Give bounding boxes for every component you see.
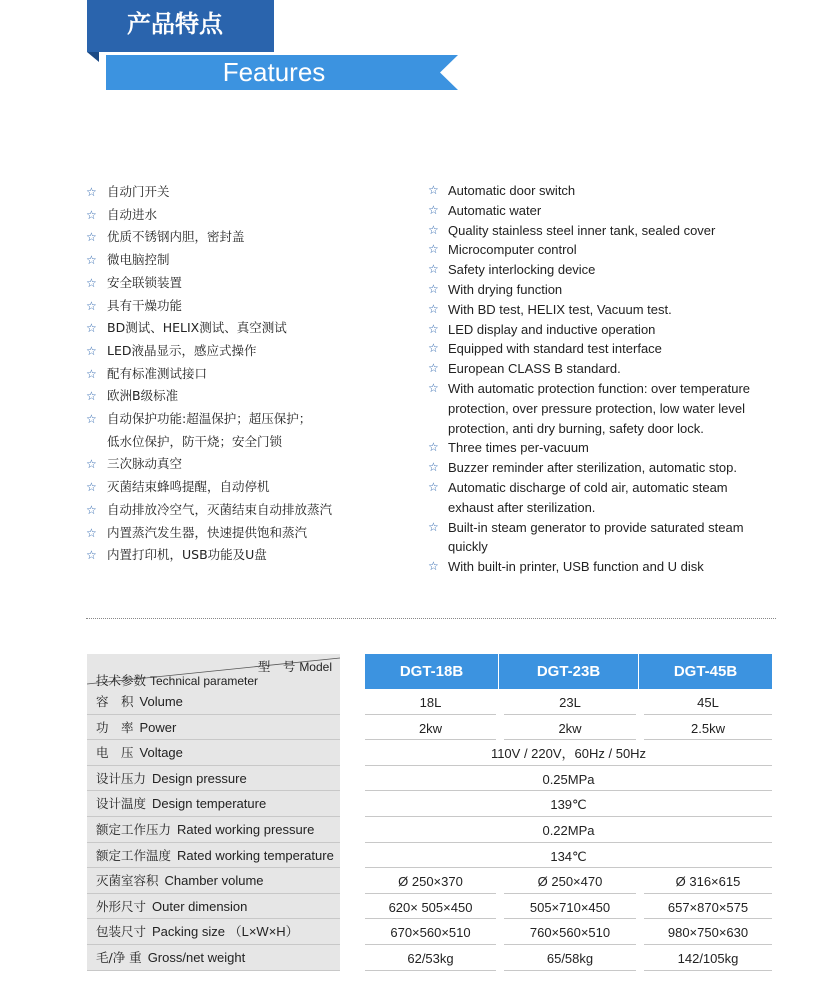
feature-item (428, 280, 788, 300)
feature-item (86, 226, 386, 249)
header-param-cn: 技术参数 (96, 673, 147, 688)
feature-text: Automatic discharge of cold air, automatic steam (448, 479, 728, 495)
row-label (87, 715, 340, 741)
feature-item (86, 522, 386, 545)
row-label (87, 689, 340, 715)
table-row (87, 919, 775, 945)
row-label-cn: 设计压力 (96, 770, 147, 786)
row-label-en: Rated working pressure (177, 822, 315, 837)
feature-text: 自动门开关 (107, 184, 170, 199)
feature-item (428, 181, 788, 201)
row-label-cn: 功 率 (96, 719, 134, 735)
star-icon: ☆ (428, 341, 439, 356)
star-icon: ☆ (428, 380, 439, 395)
feature-item (428, 221, 788, 241)
feature-item (428, 379, 788, 399)
feature-text: 三次脉动真空 (107, 456, 183, 472)
feature-item (86, 295, 386, 318)
feature-text: 安全联锁装置 (107, 274, 183, 290)
header-model-en: Model (299, 660, 332, 674)
table-cell: 139℃ (365, 791, 772, 817)
table-row (87, 894, 775, 920)
star-icon: ☆ (428, 183, 439, 197)
feature-text: Microcomputer control (448, 242, 577, 258)
table-row (87, 740, 775, 766)
feature-item (86, 431, 386, 454)
row-label-en: Design temperature (152, 796, 267, 812)
feature-item (428, 201, 788, 221)
feature-item (86, 476, 386, 499)
feature-text: 优质不锈钢内胆，密封盖 (107, 229, 245, 245)
table-cell: 2kw (504, 715, 636, 741)
row-label-en: Packing size （L×W×H） (152, 924, 299, 940)
feature-item (428, 557, 788, 577)
model-header-3: DGT-45B (639, 654, 772, 689)
star-icon: ☆ (86, 185, 97, 199)
table-row (87, 817, 775, 843)
star-icon: ☆ (428, 559, 439, 574)
table-row (87, 868, 775, 894)
table-cell: 23L (504, 689, 636, 715)
feature-text: 自动排放冷空气，灭菌结束自动排放蒸汽 (107, 501, 333, 517)
title-banner-en (106, 55, 458, 90)
feature-item (428, 518, 788, 538)
feature-item (86, 363, 386, 386)
table-cell: 142/105kg (644, 945, 772, 971)
feature-text: quickly (448, 539, 488, 555)
table-row (87, 689, 775, 715)
feature-text: 低水位保护，防干烧；安全门锁 (107, 433, 283, 449)
table-cell: 0.22MPa (365, 817, 772, 843)
feature-text: 灭菌结束蜂鸣提醒，自动停机 (107, 479, 270, 495)
feature-text: With BD test, HELIX test, Vacuum test. (448, 301, 672, 317)
feature-text: Built-in steam generator to provide saturated steam (448, 519, 744, 535)
feature-text: 微电脑控制 (107, 252, 170, 268)
feature-text: BD测试、HELIX测试、真空测试 (107, 320, 287, 336)
table-row (87, 843, 775, 869)
star-icon: ☆ (86, 207, 97, 222)
star-icon: ☆ (86, 343, 97, 358)
row-label-en: Design pressure (152, 770, 247, 786)
row-label-cn: 包装尺寸 (96, 924, 147, 940)
table-cell: 760×560×510 (504, 919, 636, 945)
row-label-en: Chamber volume (164, 873, 264, 889)
table-cell: 2.5kw (644, 715, 772, 741)
feature-text: With automatic protection function: over temperature (448, 380, 751, 396)
header-parameter (96, 671, 258, 689)
table-cell: 134℃ (365, 843, 772, 869)
feature-item (428, 399, 788, 419)
table-cell: 18L (365, 689, 496, 715)
feature-item (86, 453, 386, 476)
row-label-cn: 额定工作压力 (96, 822, 172, 837)
feature-item (428, 537, 788, 557)
feature-item (86, 499, 386, 522)
feature-text: protection, anti dry burning, safety door lock. (448, 420, 704, 436)
feature-item (428, 419, 788, 439)
table-row (87, 766, 775, 792)
feature-item (428, 438, 788, 458)
table-row (87, 791, 775, 817)
star-icon: ☆ (86, 525, 97, 540)
star-icon: ☆ (86, 389, 97, 404)
feature-item (428, 240, 788, 260)
table-cell: 0.25MPa (365, 766, 772, 792)
star-icon: ☆ (86, 412, 97, 427)
table-cell: 110V / 220V，60Hz / 50Hz (365, 740, 772, 766)
features-list-cn (86, 181, 386, 567)
star-icon: ☆ (86, 366, 97, 381)
table-cell: 2kw (365, 715, 496, 741)
title-en: Features (222, 57, 326, 87)
star-icon: ☆ (428, 440, 439, 455)
star-icon: ☆ (428, 202, 439, 217)
feature-text: With built-in printer, USB function and U disk (448, 559, 704, 575)
model-header-2: DGT-23B (499, 654, 638, 689)
feature-text: LED display and inductive operation (448, 321, 656, 337)
table-cell: 670×560×510 (365, 919, 496, 945)
row-label-en: Rated working temperature (177, 847, 334, 863)
star-icon: ☆ (86, 253, 97, 268)
table-cell: 62/53kg (365, 945, 496, 971)
feature-text: European CLASS B standard. (448, 361, 621, 377)
row-label-cn: 灭菌室容积 (96, 873, 159, 889)
dotted-divider (86, 618, 776, 619)
feature-item (86, 340, 386, 363)
feature-text: 内置蒸汽发生器，快速提供饱和蒸汽 (107, 524, 308, 540)
model-header-1: DGT-18B (365, 654, 498, 689)
feature-item (86, 385, 386, 408)
feature-item (428, 260, 788, 280)
feature-text: Automatic door switch (448, 183, 576, 198)
row-label-cn: 容 积 (96, 694, 134, 709)
feature-item (86, 317, 386, 340)
table-cell: Ø 250×370 (365, 868, 496, 894)
feature-item (86, 249, 386, 272)
feature-text: LED液晶显示，感应式操作 (107, 342, 257, 358)
star-icon: ☆ (428, 281, 439, 296)
header-model-cn: 型 号 (257, 659, 296, 674)
feature-text: Equipped with standard test interface (448, 341, 662, 357)
feature-text: 内置打印机，USB功能及U盘 (107, 547, 267, 563)
row-label (87, 894, 340, 920)
feature-text: Buzzer reminder after sterilization, automatic stop. (448, 460, 738, 476)
star-icon: ☆ (428, 460, 439, 475)
star-icon: ☆ (428, 301, 439, 316)
feature-item (86, 204, 386, 227)
star-icon: ☆ (86, 480, 97, 495)
row-label (87, 868, 340, 894)
row-label-en: Voltage (139, 745, 183, 761)
feature-item (86, 408, 386, 431)
feature-item (428, 478, 788, 498)
feature-item (428, 339, 788, 359)
table-cell: 505×710×450 (504, 894, 636, 920)
row-label (87, 766, 340, 792)
header-param-en: Technical parameter (150, 674, 259, 688)
row-label-en: Power (139, 719, 177, 735)
star-icon: ☆ (86, 457, 97, 472)
feature-item (428, 359, 788, 379)
star-icon: ☆ (86, 230, 97, 245)
row-label (87, 817, 340, 843)
feature-text: Three times per-vacuum (448, 440, 589, 456)
star-icon: ☆ (428, 361, 439, 376)
feature-text: 自动进水 (107, 206, 158, 222)
star-icon: ☆ (428, 519, 439, 534)
table-row (87, 945, 775, 971)
feature-item (428, 320, 788, 340)
table-cell: Ø 316×615 (644, 868, 772, 894)
feature-text: 自动保护功能:超温保护；超压保护； (107, 411, 312, 427)
feature-text: Safety interlocking device (448, 262, 596, 278)
feature-text: 欧洲B级标准 (107, 388, 179, 404)
features-list-en (428, 181, 788, 577)
star-icon: ☆ (428, 479, 439, 494)
feature-item (86, 181, 386, 204)
table-cell: 45L (644, 689, 772, 715)
feature-text: protection, over pressure protection, low water level (448, 400, 745, 416)
row-label (87, 945, 340, 971)
star-icon: ☆ (428, 262, 439, 277)
row-label-en: Volume (139, 694, 183, 709)
star-icon: ☆ (428, 321, 439, 336)
star-icon: ☆ (86, 548, 97, 563)
feature-text: 具有干燥功能 (107, 297, 183, 313)
row-label (87, 843, 340, 869)
star-icon: ☆ (86, 275, 97, 290)
row-label (87, 791, 340, 817)
header-model (258, 657, 332, 675)
table-header-corner (87, 654, 340, 690)
star-icon: ☆ (428, 242, 439, 257)
feature-text: With drying function (448, 281, 563, 297)
row-label-cn: 外形尺寸 (96, 898, 147, 914)
feature-text: Automatic water (448, 202, 542, 218)
table-cell: Ø 250×470 (504, 868, 636, 894)
feature-item (428, 300, 788, 320)
row-label-cn: 毛/净 重 (96, 950, 142, 965)
star-icon: ☆ (86, 502, 97, 517)
row-label-cn: 额定工作温度 (96, 847, 172, 863)
row-label (87, 919, 340, 945)
row-label (87, 740, 340, 766)
feature-item (86, 272, 386, 295)
row-label-cn: 电 压 (96, 745, 134, 761)
table-cell: 980×750×630 (644, 919, 772, 945)
table-cell: 620× 505×450 (365, 894, 496, 920)
title-banner-cn: 产品特点 (87, 0, 274, 52)
table-row (87, 715, 775, 741)
star-icon: ☆ (86, 321, 97, 336)
table-cell: 657×870×575 (644, 894, 772, 920)
feature-item (428, 458, 788, 478)
feature-text: 配有标准测试接口 (107, 365, 208, 381)
row-label-en: Outer dimension (152, 898, 248, 914)
banner-fold (87, 52, 99, 62)
feature-text: exhaust after sterilization. (448, 499, 596, 515)
star-icon: ☆ (428, 222, 439, 237)
star-icon: ☆ (86, 298, 97, 313)
row-label-cn: 设计温度 (96, 796, 147, 812)
feature-item (86, 544, 386, 567)
table-cell: 65/58kg (504, 945, 636, 971)
feature-item (428, 498, 788, 518)
row-label-en: Gross/net weight (147, 950, 246, 965)
feature-text: Quality stainless steel inner tank, sealed cover (448, 222, 716, 238)
